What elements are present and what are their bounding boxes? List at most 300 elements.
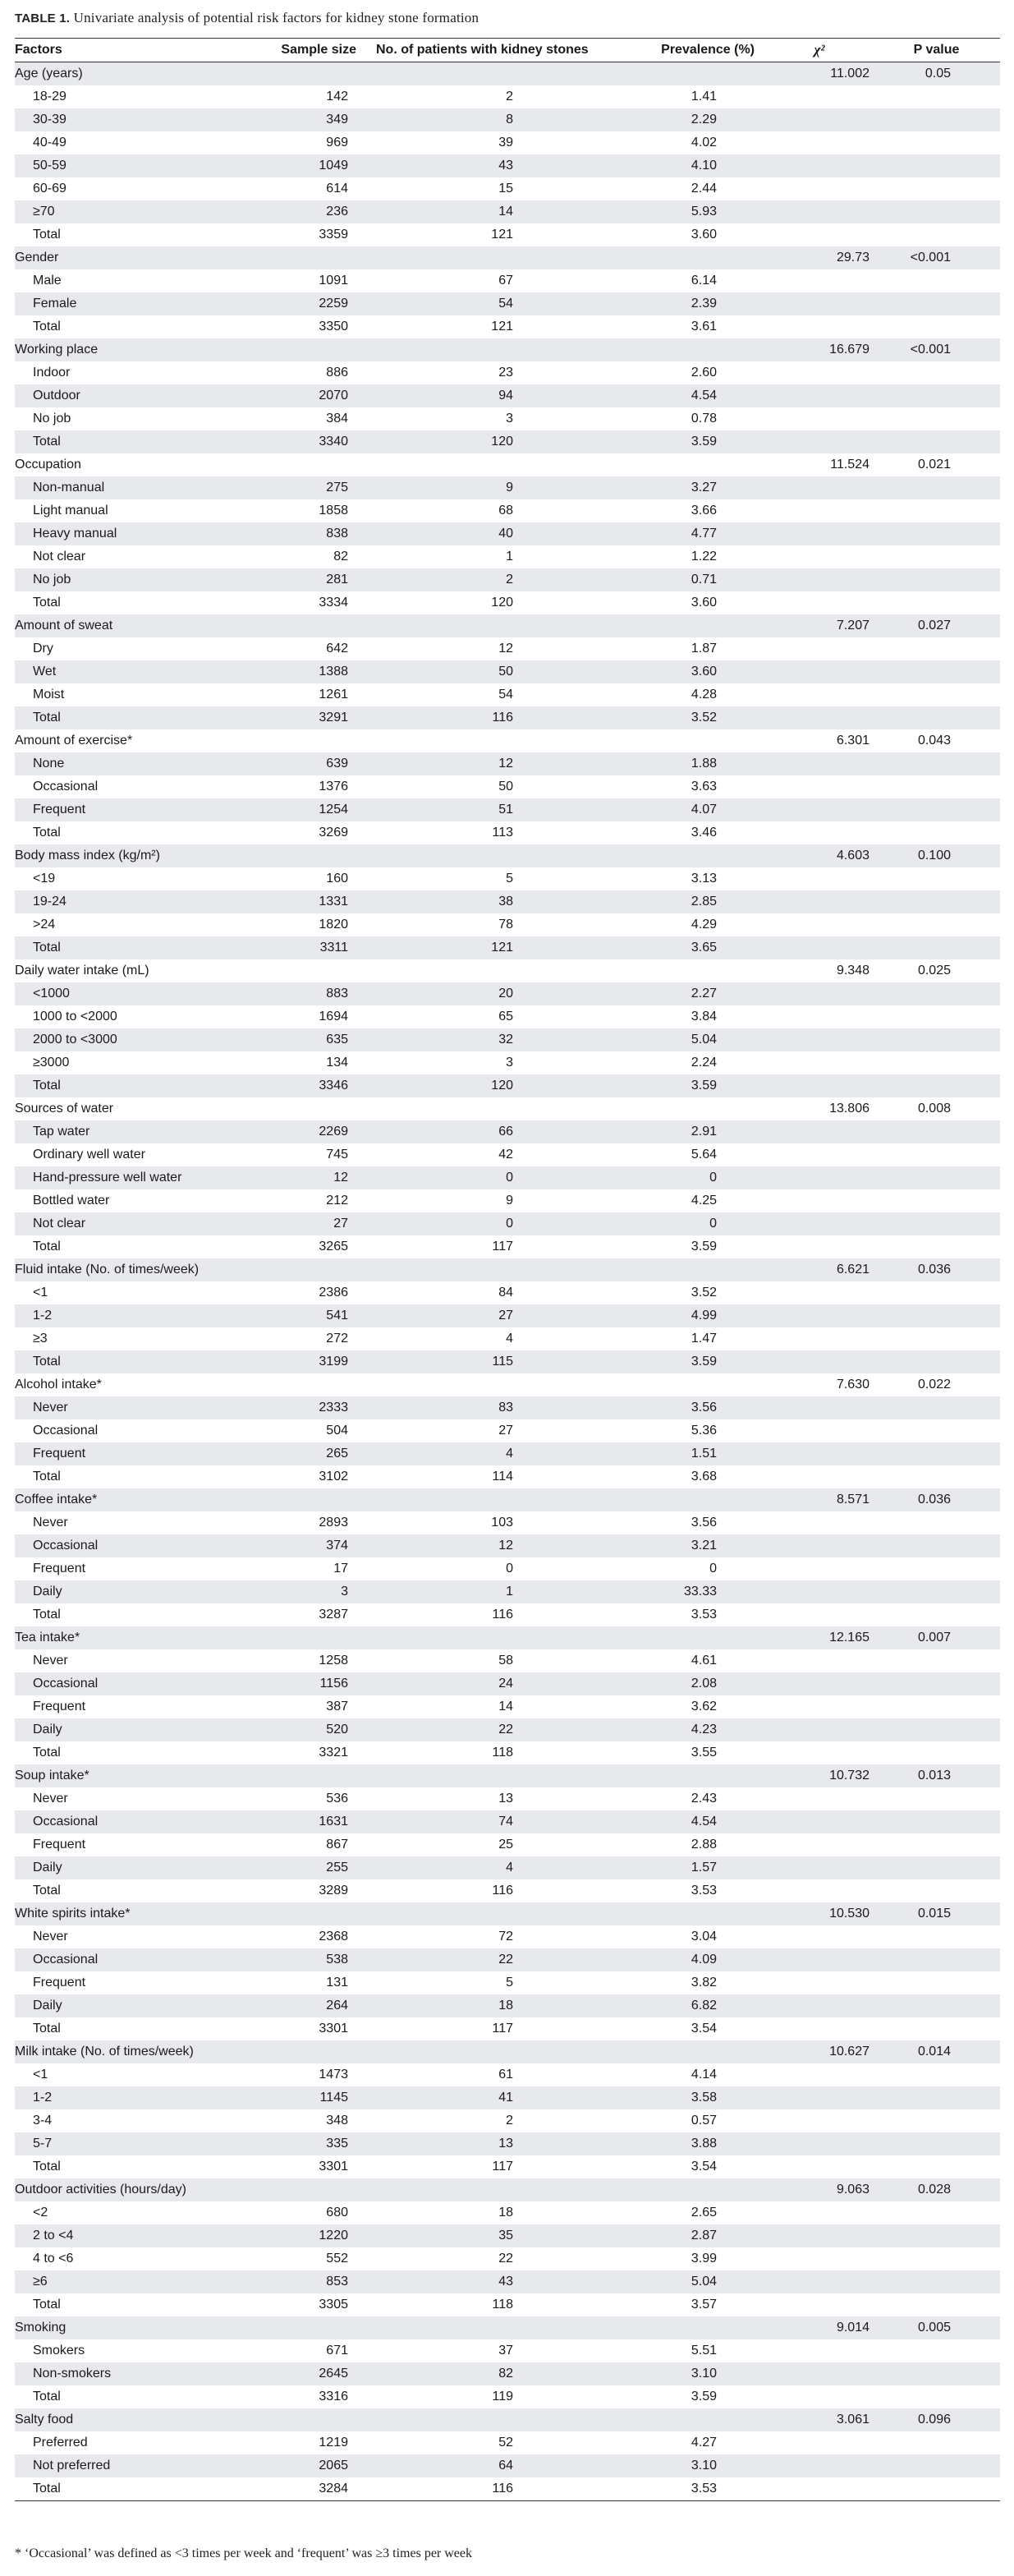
table-row — [15, 223, 1000, 246]
empty-cell — [873, 752, 1000, 775]
empty-cell — [766, 1787, 873, 1810]
group-label: Body mass index (kg/m²) — [15, 844, 261, 867]
patients-cell: 114 — [492, 1470, 513, 1484]
empty-cell — [766, 1212, 873, 1235]
table-row — [15, 85, 1000, 108]
empty-cell — [873, 2201, 1000, 2224]
category-label: Not clear — [33, 550, 86, 564]
empty-cell — [873, 660, 1000, 683]
empty-cell — [766, 1948, 873, 1971]
empty-cell — [873, 384, 1000, 407]
sample-size-cell: 3 — [261, 1580, 376, 1603]
patients-cell: 72 — [498, 1930, 513, 1944]
prevalence-cell: 3.59 — [610, 1350, 766, 1373]
prevalence-cell: 0 — [610, 1212, 766, 1235]
category-label: 50-59 — [15, 154, 261, 177]
empty-cell — [766, 1672, 873, 1695]
sample-size-cell: 3311 — [261, 936, 376, 959]
table-caption-label: TABLE 1. — [15, 12, 71, 25]
empty-cell — [766, 1143, 873, 1166]
table-row — [15, 2063, 1000, 2086]
prevalence-cell: 4.14 — [691, 2068, 717, 2082]
table-row — [15, 1120, 1000, 1143]
table-row — [15, 1603, 1000, 1626]
table-row — [15, 1143, 1000, 1166]
patients-cell: 116 — [376, 706, 610, 729]
empty-cell — [766, 430, 873, 453]
empty-cell — [376, 2408, 610, 2431]
prevalence-cell: 3.13 — [691, 872, 717, 886]
group-label: Amount of exercise* — [15, 734, 133, 748]
table-row — [15, 1028, 1000, 1051]
prevalence-cell: 4.25 — [691, 1194, 717, 1208]
empty-cell — [610, 1097, 766, 1120]
empty-cell — [766, 269, 873, 292]
empty-cell — [873, 1442, 1000, 1465]
group-header-row — [15, 1488, 1000, 1511]
empty-cell — [873, 2477, 1000, 2501]
p-value: 0.036 — [873, 1258, 1000, 1281]
patients-cell: 83 — [376, 1396, 610, 1419]
empty-cell — [376, 2040, 610, 2063]
prevalence-cell: 3.66 — [691, 504, 717, 518]
category-label: Daily — [15, 1718, 261, 1741]
patients-cell: 14 — [498, 1700, 513, 1714]
prevalence-cell: 1.47 — [691, 1332, 717, 1346]
p-value: 0.036 — [873, 1488, 1000, 1511]
empty-cell — [766, 821, 873, 844]
prevalence-cell: 3.84 — [691, 1010, 717, 1024]
sample-size-cell: 272 — [326, 1332, 348, 1346]
patients-cell: 64 — [376, 2454, 610, 2477]
empty-cell — [873, 407, 1000, 430]
empty-cell — [261, 2040, 376, 2063]
prevalence-cell: 3.53 — [691, 1884, 717, 1898]
empty-cell — [766, 315, 873, 338]
sample-size-cell: 520 — [261, 1718, 376, 1741]
sample-size-cell: 12 — [261, 1166, 376, 1189]
empty-cell — [873, 2431, 1000, 2454]
prevalence-cell: 2.43 — [691, 1792, 717, 1806]
patients-cell: 58 — [498, 1654, 513, 1668]
category-label: ≥3 — [33, 1332, 48, 1346]
patients-cell: 113 — [492, 826, 513, 840]
empty-cell — [766, 2477, 873, 2501]
table-row — [15, 2109, 1000, 2132]
empty-cell — [873, 890, 1000, 913]
table-row — [15, 752, 1000, 775]
empty-cell — [766, 476, 873, 499]
empty-cell — [766, 1028, 873, 1051]
group-label: Occupation — [15, 458, 81, 472]
empty-cell — [873, 1695, 1000, 1718]
sample-size-cell: 1220 — [261, 2224, 376, 2247]
sample-size-cell: 374 — [261, 1534, 376, 1557]
category-label: Frequent — [33, 1976, 86, 1990]
empty-cell — [766, 591, 873, 614]
empty-cell — [873, 2362, 1000, 2385]
sample-size-cell: 3289 — [319, 1884, 348, 1898]
group-label: Working place — [15, 338, 261, 361]
empty-cell — [766, 2224, 873, 2247]
category-label: Occasional — [15, 1534, 261, 1557]
empty-cell — [261, 1373, 376, 1396]
group-label: Salty food — [15, 2408, 261, 2431]
chi-square-value: 10.530 — [766, 1902, 873, 1925]
p-value: 0.005 — [873, 2316, 1000, 2339]
empty-cell — [766, 1189, 873, 1212]
empty-cell — [376, 729, 610, 752]
sample-size-cell: 3305 — [319, 2298, 348, 2312]
sample-size-cell: 131 — [326, 1976, 348, 1990]
group-label: Fluid intake (No. of times/week) — [15, 1258, 261, 1281]
empty-cell — [376, 1764, 610, 1787]
patients-cell: 23 — [498, 366, 513, 380]
table-row — [15, 1557, 1000, 1580]
prevalence-cell: 3.04 — [691, 1930, 717, 1944]
patients-cell: 5 — [506, 872, 513, 886]
table-row — [15, 1419, 1000, 1442]
empty-cell — [873, 2247, 1000, 2270]
prevalence-cell: 3.58 — [610, 2086, 766, 2109]
category-label: Total — [15, 706, 261, 729]
prevalence-cell: 3.21 — [610, 1534, 766, 1557]
empty-cell — [766, 683, 873, 706]
empty-cell — [766, 292, 873, 315]
empty-cell — [766, 1580, 873, 1603]
empty-cell — [766, 775, 873, 798]
patients-cell: 4 — [506, 1332, 513, 1346]
empty-cell — [261, 2408, 376, 2431]
empty-cell — [766, 1741, 873, 1764]
empty-cell — [873, 1603, 1000, 1626]
empty-cell — [610, 1626, 766, 1649]
empty-cell — [873, 2270, 1000, 2293]
patients-cell: 22 — [376, 1718, 610, 1741]
empty-cell — [873, 1787, 1000, 1810]
prevalence-cell: 4.10 — [610, 154, 766, 177]
category-label: Occasional — [15, 1672, 261, 1695]
group-header-row — [15, 1626, 1000, 1649]
patients-cell: 121 — [491, 320, 513, 334]
sample-size-cell: 1049 — [261, 154, 376, 177]
patients-cell: 52 — [498, 2436, 513, 2450]
prevalence-cell: 3.59 — [691, 2390, 717, 2404]
empty-cell — [610, 614, 766, 637]
prevalence-cell: 5.04 — [610, 1028, 766, 1051]
sample-size-cell: 1331 — [261, 890, 376, 913]
category-label: 3-4 — [33, 2114, 53, 2128]
table-row — [15, 476, 1000, 499]
sample-size-cell: 348 — [326, 2114, 348, 2128]
table-row — [15, 1304, 1000, 1327]
empty-cell — [873, 798, 1000, 821]
empty-cell — [766, 1534, 873, 1557]
empty-cell — [261, 1902, 376, 1925]
sample-size-cell: 275 — [261, 476, 376, 499]
empty-cell — [873, 1511, 1000, 1534]
sample-size-cell: 134 — [326, 1056, 348, 1070]
sample-size-cell: 3284 — [261, 2477, 376, 2501]
empty-cell — [873, 913, 1000, 936]
sample-size-cell: 3346 — [261, 1074, 376, 1097]
patients-cell: 9 — [506, 1194, 513, 1208]
empty-cell — [766, 752, 873, 775]
table-row — [15, 200, 1000, 223]
patients-cell: 3 — [506, 1056, 513, 1070]
table-row — [15, 2155, 1000, 2178]
chi-square-value: 16.679 — [766, 338, 873, 361]
sample-size-cell: 281 — [261, 568, 376, 591]
table-row — [15, 2431, 1000, 2454]
patients-cell: 39 — [498, 136, 513, 150]
prevalence-cell: 33.33 — [610, 1580, 766, 1603]
empty-cell — [766, 1557, 873, 1580]
category-label: 2000 to <3000 — [15, 1028, 261, 1051]
prevalence-cell: 3.54 — [691, 2160, 717, 2174]
empty-cell — [766, 890, 873, 913]
patients-cell: 67 — [498, 274, 513, 288]
table-row — [15, 1810, 1000, 1833]
empty-cell — [766, 545, 873, 568]
patients-cell: 117 — [492, 2022, 513, 2036]
patients-cell: 66 — [376, 1120, 610, 1143]
prevalence-cell: 4.61 — [691, 1654, 717, 1668]
group-header-row — [15, 2178, 1000, 2201]
table-row — [15, 913, 1000, 936]
prevalence-cell: 3.88 — [610, 2132, 766, 2155]
p-value: 0.013 — [873, 1764, 1000, 1787]
empty-cell — [766, 361, 873, 384]
patients-cell: 15 — [498, 182, 513, 196]
patients-cell: 61 — [498, 2068, 513, 2082]
group-header-row — [15, 1373, 1000, 1396]
table-row — [15, 292, 1000, 315]
empty-cell — [766, 2132, 873, 2155]
table-row — [15, 1741, 1000, 1764]
chi-square-value: 9.348 — [836, 964, 869, 978]
group-header-row — [15, 614, 1000, 637]
empty-cell — [873, 1419, 1000, 1442]
chi-square-value: 9.014 — [766, 2316, 873, 2339]
table-row — [15, 2385, 1000, 2408]
sample-size-cell: 142 — [326, 90, 348, 104]
empty-cell — [873, 1327, 1000, 1350]
sample-size-cell: 3291 — [261, 706, 376, 729]
table-row — [15, 660, 1000, 683]
group-label: Milk intake (No. of times/week) — [15, 2040, 261, 2063]
empty-cell — [610, 844, 766, 867]
empty-cell — [766, 1051, 873, 1074]
empty-cell — [610, 1488, 766, 1511]
sample-size-cell: 1261 — [319, 688, 348, 702]
empty-cell — [873, 292, 1000, 315]
patients-cell: 14 — [376, 200, 610, 223]
empty-cell — [766, 177, 873, 200]
p-value: <0.001 — [873, 338, 1000, 361]
chi-square-value: 9.063 — [766, 2178, 873, 2201]
empty-cell — [873, 430, 1000, 453]
table-row — [15, 361, 1000, 384]
category-label: 1-2 — [15, 1304, 261, 1327]
empty-cell — [766, 223, 873, 246]
sample-size-cell: 255 — [261, 1856, 376, 1879]
sample-size-cell: 2070 — [261, 384, 376, 407]
empty-cell — [376, 1097, 610, 1120]
prevalence-cell: 4.07 — [610, 798, 766, 821]
category-label: Moist — [33, 688, 65, 702]
empty-cell — [376, 2178, 610, 2201]
prevalence-cell: 2.24 — [691, 1056, 717, 1070]
table-row — [15, 1672, 1000, 1695]
p-value: 0.014 — [873, 2040, 1000, 2063]
empty-cell — [873, 2109, 1000, 2132]
patients-cell: 116 — [492, 1884, 513, 1898]
category-label: <1 — [33, 2068, 48, 2082]
group-label: Alcohol intake* — [15, 1378, 102, 1392]
empty-cell — [873, 1810, 1000, 1833]
header-row — [15, 39, 1000, 62]
group-header-row — [15, 246, 1000, 269]
empty-cell — [610, 2040, 766, 2063]
empty-cell — [873, 1281, 1000, 1304]
chi-square-value: 12.165 — [766, 1626, 873, 1649]
category-label: No job — [33, 412, 71, 426]
table-row — [15, 1925, 1000, 1948]
patients-cell: 13 — [376, 2132, 610, 2155]
category-label: Wet — [15, 660, 261, 683]
category-label: Total — [33, 826, 61, 840]
table-row — [15, 315, 1000, 338]
category-label: None — [15, 752, 261, 775]
patients-cell: 43 — [376, 154, 610, 177]
empty-cell — [873, 637, 1000, 660]
sample-size-cell: 3334 — [319, 596, 348, 610]
empty-cell — [873, 1465, 1000, 1488]
table-row — [15, 1465, 1000, 1488]
prevalence-cell: 3.55 — [691, 1746, 717, 1760]
empty-cell — [610, 2178, 766, 2201]
p-value: 0.022 — [917, 1378, 951, 1392]
table-row — [15, 269, 1000, 292]
sample-size-cell: 2269 — [261, 1120, 376, 1143]
empty-cell — [873, 522, 1000, 545]
empty-cell — [610, 1764, 766, 1787]
empty-cell — [766, 982, 873, 1005]
prevalence-cell: 3.61 — [691, 320, 717, 334]
empty-cell — [873, 1672, 1000, 1695]
sample-size-cell: 1473 — [319, 2068, 348, 2082]
empty-cell — [873, 1534, 1000, 1557]
group-header-row — [15, 338, 1000, 361]
empty-cell — [610, 453, 766, 476]
prevalence-cell: 4.28 — [691, 688, 717, 702]
empty-cell — [261, 1258, 376, 1281]
empty-cell — [873, 2063, 1000, 2086]
prevalence-cell: 6.14 — [691, 274, 717, 288]
patients-cell: 40 — [376, 522, 610, 545]
empty-cell — [873, 2293, 1000, 2316]
table-body — [15, 62, 1000, 2501]
category-label: Not clear — [15, 1212, 261, 1235]
prevalence-cell: 3.68 — [691, 1470, 717, 1484]
empty-cell — [376, 246, 610, 269]
empty-cell — [261, 1626, 376, 1649]
category-label: Male — [33, 274, 62, 288]
group-label: Tea intake* — [15, 1626, 261, 1649]
p-value: <0.001 — [873, 246, 1000, 269]
empty-cell — [766, 936, 873, 959]
prevalence-cell: 0.78 — [691, 412, 717, 426]
empty-cell — [873, 1994, 1000, 2017]
empty-cell — [376, 844, 610, 867]
table-row — [15, 1396, 1000, 1419]
empty-cell — [873, 2086, 1000, 2109]
empty-cell — [766, 1005, 873, 1028]
empty-cell — [766, 1350, 873, 1373]
table-row — [15, 2477, 1000, 2501]
empty-cell — [766, 660, 873, 683]
empty-cell — [873, 1925, 1000, 1948]
empty-cell — [261, 2178, 376, 2201]
category-label: 1000 to <2000 — [33, 1010, 117, 1024]
patients-cell: 12 — [376, 752, 610, 775]
table-row — [15, 1833, 1000, 1856]
table-row — [15, 637, 1000, 660]
chi-square-value: 11.002 — [766, 62, 873, 86]
table-row — [15, 430, 1000, 453]
empty-cell — [766, 913, 873, 936]
sample-size-cell: 3287 — [319, 1608, 348, 1622]
sample-size-cell: 886 — [326, 366, 348, 380]
empty-cell — [766, 1833, 873, 1856]
empty-cell — [873, 499, 1000, 522]
category-label: 1-2 — [15, 2086, 261, 2109]
group-header-row — [15, 1258, 1000, 1281]
prevalence-cell: 1.57 — [610, 1856, 766, 1879]
header-patients: No. of patients with kidney stones — [376, 39, 610, 62]
patients-cell: 42 — [498, 1148, 513, 1162]
empty-cell — [376, 1626, 610, 1649]
empty-cell — [766, 2063, 873, 2086]
empty-cell — [873, 821, 1000, 844]
empty-cell — [766, 1465, 873, 1488]
sample-size-cell: 2259 — [261, 292, 376, 315]
prevalence-cell: 3.65 — [610, 936, 766, 959]
empty-cell — [873, 200, 1000, 223]
group-header-row — [15, 959, 1000, 982]
sample-size-cell: 2333 — [261, 1396, 376, 1419]
empty-cell — [261, 338, 376, 361]
patients-cell: 103 — [491, 1516, 513, 1530]
sample-size-cell: 1156 — [261, 1672, 376, 1695]
patients-cell: 18 — [498, 2206, 513, 2220]
patients-cell: 0 — [376, 1212, 610, 1235]
sample-size-cell: 538 — [261, 1948, 376, 1971]
empty-cell — [261, 959, 376, 982]
sample-size-cell: 1820 — [319, 918, 348, 932]
category-label: Smokers — [33, 2344, 85, 2358]
header-prevalence: Prevalence (%) — [610, 39, 766, 62]
group-label: Daily water intake (mL) — [15, 964, 149, 978]
empty-cell — [610, 62, 766, 86]
empty-cell — [261, 1488, 376, 1511]
sample-size-cell: 614 — [326, 182, 348, 196]
category-label: Non-smokers — [15, 2362, 261, 2385]
prevalence-cell: 3.59 — [691, 1240, 717, 1254]
prevalence-cell: 1.87 — [691, 642, 717, 656]
table-row — [15, 1649, 1000, 1672]
